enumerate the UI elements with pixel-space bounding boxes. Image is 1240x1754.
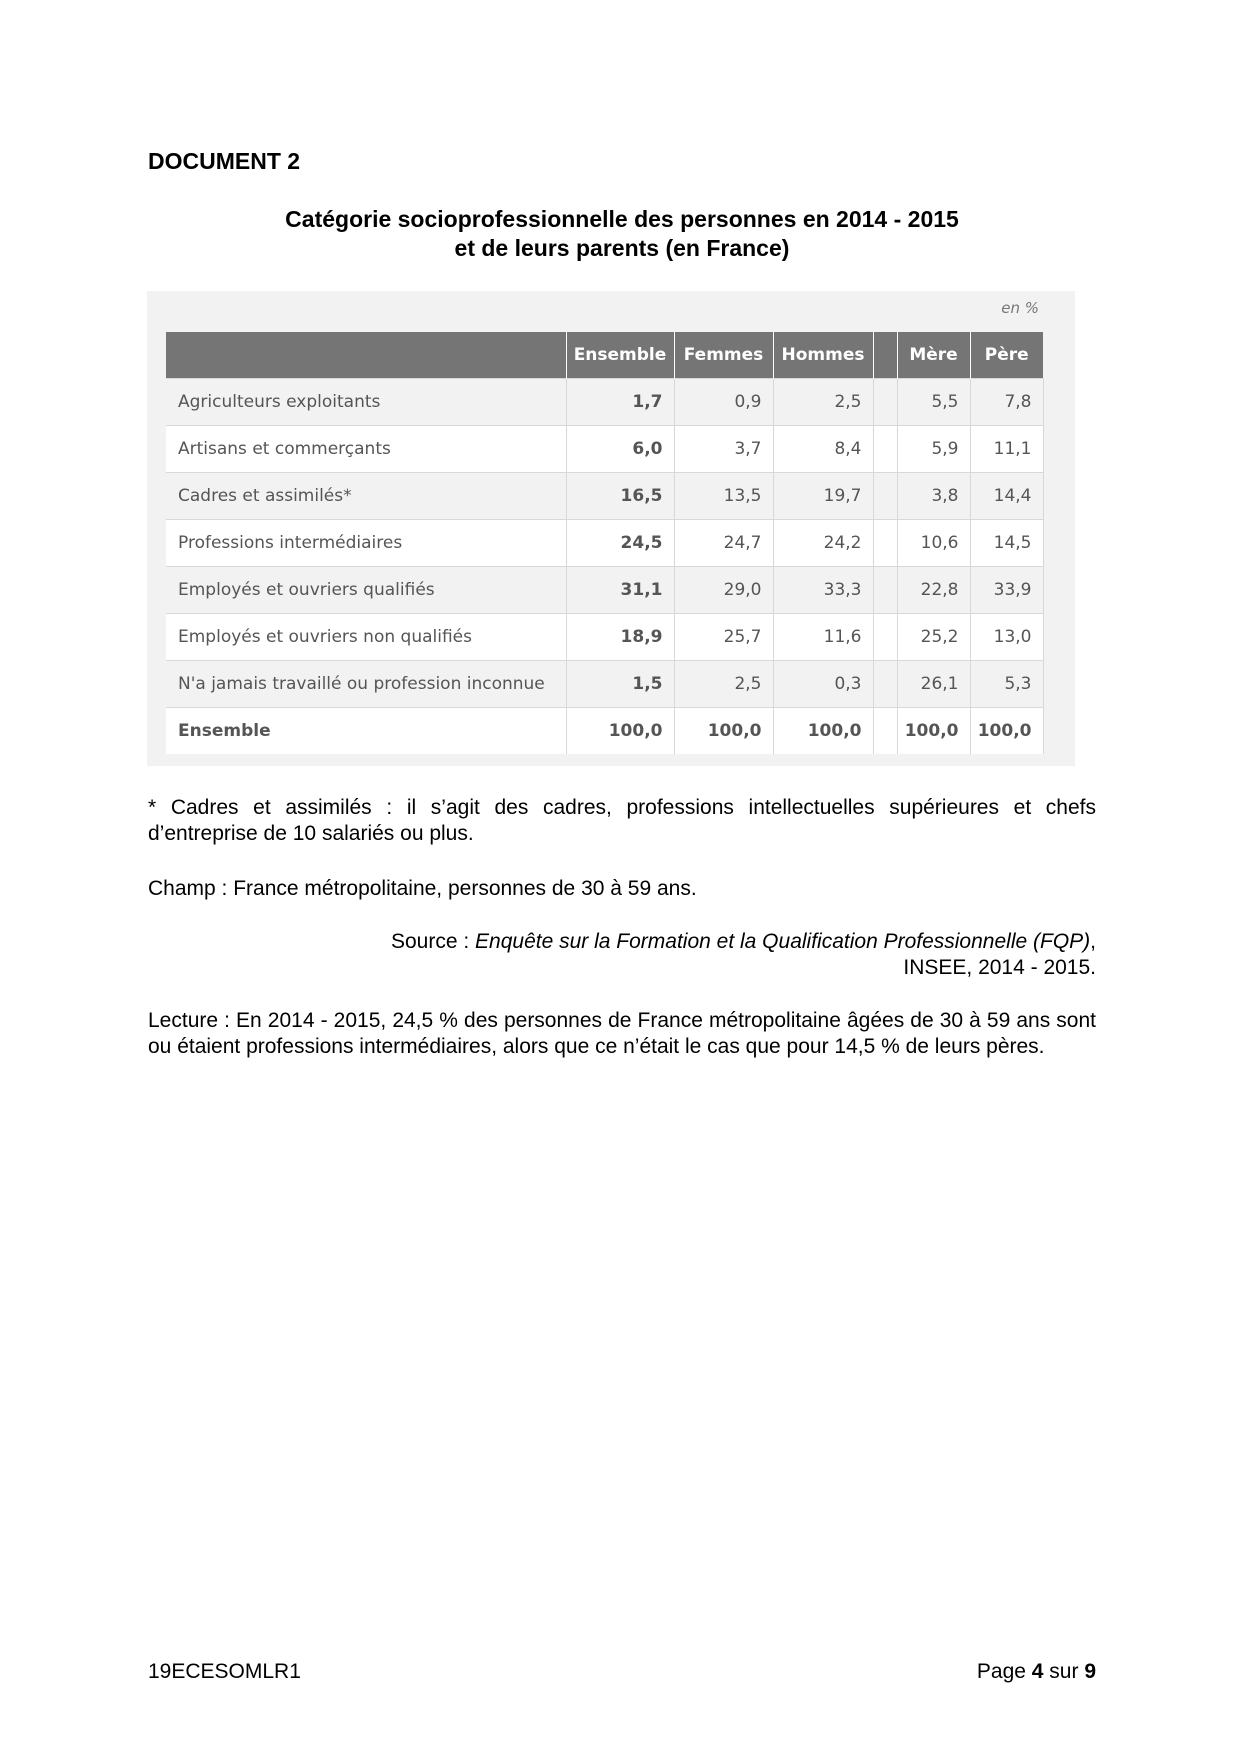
header-femmes: Femmes [674,332,773,379]
cell-ensemble: 1,7 [566,379,674,426]
document-label: DOCUMENT 2 [148,148,301,174]
cell-pere: 33,9 [970,567,1043,614]
table-row [166,379,1043,426]
data-table [166,332,1044,754]
cell-ensemble: 100,0 [566,708,674,755]
source-suffix: , [1090,930,1096,953]
header-label-column [166,332,566,379]
cell-mere: 26,1 [897,661,970,708]
cell-hommes: 11,6 [773,614,873,661]
header-pere: Père [970,332,1043,379]
cell-pere: 14,4 [970,473,1043,520]
cell-ensemble: 16,5 [566,473,674,520]
cell-femmes: 25,7 [674,614,773,661]
cell-hommes: 8,4 [773,426,873,473]
header-mere: Mère [897,332,970,379]
row-label: Ensemble [166,708,566,755]
cell-ensemble: 1,5 [566,661,674,708]
source-line-2: INSEE, 2014 - 2015. [903,956,1096,979]
table-row [166,614,1043,661]
header-ensemble: Ensemble [566,332,674,379]
page-prefix: Page [976,1660,1032,1683]
cell-gap [873,661,897,708]
source-note [148,929,1096,981]
cell-gap [873,473,897,520]
header-gap [873,332,897,379]
cell-pere: 11,1 [970,426,1043,473]
row-label: Employés et ouvriers qualifiés [166,567,566,614]
data-table-panel [147,291,1075,766]
table-row [166,426,1043,473]
row-label: N'a jamais travaillé ou profession inconnue [166,661,566,708]
page-current: 4 [1031,1660,1044,1683]
table-row [166,661,1043,708]
row-label: Employés et ouvriers non qualifiés [166,614,566,661]
champ-note: Champ : France métropolitaine, personnes de 30 à 59 ans. [148,877,697,900]
title-line-2: et de leurs parents (en France) [454,235,790,261]
cell-hommes: 24,2 [773,520,873,567]
table-row [166,567,1043,614]
cell-pere: 14,5 [970,520,1043,567]
document-title [148,205,1096,263]
page-middle: sur [1043,1660,1085,1683]
table-row [166,520,1043,567]
cell-ensemble: 31,1 [566,567,674,614]
cell-gap [873,614,897,661]
cell-mere: 5,5 [897,379,970,426]
page-number [977,1660,1096,1684]
table-total-row [166,708,1043,755]
cell-pere: 7,8 [970,379,1043,426]
cell-ensemble: 24,5 [566,520,674,567]
cell-femmes: 2,5 [674,661,773,708]
title-line-1: Catégorie socioprofessionnelle des personnes en 2014 - 2015 [285,206,959,232]
cell-mere: 5,9 [897,426,970,473]
cell-gap [873,567,897,614]
cell-femmes: 24,7 [674,520,773,567]
header-hommes: Hommes [773,332,873,379]
cell-gap [873,708,897,755]
cell-hommes: 0,3 [773,661,873,708]
cell-gap [873,520,897,567]
row-label: Agriculteurs exploitants [166,379,566,426]
cell-mere: 10,6 [897,520,970,567]
cell-hommes: 33,3 [773,567,873,614]
cell-mere: 25,2 [897,614,970,661]
cell-mere: 22,8 [897,567,970,614]
cell-femmes: 29,0 [674,567,773,614]
cell-femmes: 0,9 [674,379,773,426]
cell-femmes: 100,0 [674,708,773,755]
document-code: 19ECESOMLR1 [148,1660,301,1683]
source-line-1 [148,929,1096,955]
source-prefix: Source : [390,930,476,953]
footnote: * Cadres et assimilés : il s’agit des cadres, professions intellectuelles supérieures et chefs d’entreprise de 10 salariés ou plus. [148,796,1096,845]
table-header-row [166,332,1043,379]
table-row [166,473,1043,520]
cell-hommes: 2,5 [773,379,873,426]
page-total: 9 [1084,1660,1096,1683]
unit-label: en % [1001,299,1039,317]
cell-mere: 3,8 [897,473,970,520]
cell-pere: 100,0 [970,708,1043,755]
cell-mere: 100,0 [897,708,970,755]
cell-gap [873,426,897,473]
cell-hommes: 100,0 [773,708,873,755]
cell-femmes: 13,5 [674,473,773,520]
cell-pere: 13,0 [970,614,1043,661]
cell-gap [873,379,897,426]
row-label: Cadres et assimilés* [166,473,566,520]
cell-ensemble: 18,9 [566,614,674,661]
source-title: Enquête sur la Formation et la Qualification Professionnelle (FQP) [475,930,1091,953]
row-label: Professions intermédiaires [166,520,566,567]
cell-hommes: 19,7 [773,473,873,520]
lecture-note: Lecture : En 2014 - 2015, 24,5 % des personnes de France métropolitaine âgées de 30 à 59 ans sont ou étaient professions intermédiaires, alors que ce n’était le cas que pour 14,5 % de leurs pères. [148,1009,1096,1058]
row-label: Artisans et commerçants [166,426,566,473]
cell-pere: 5,3 [970,661,1043,708]
cell-ensemble: 6,0 [566,426,674,473]
cell-femmes: 3,7 [674,426,773,473]
